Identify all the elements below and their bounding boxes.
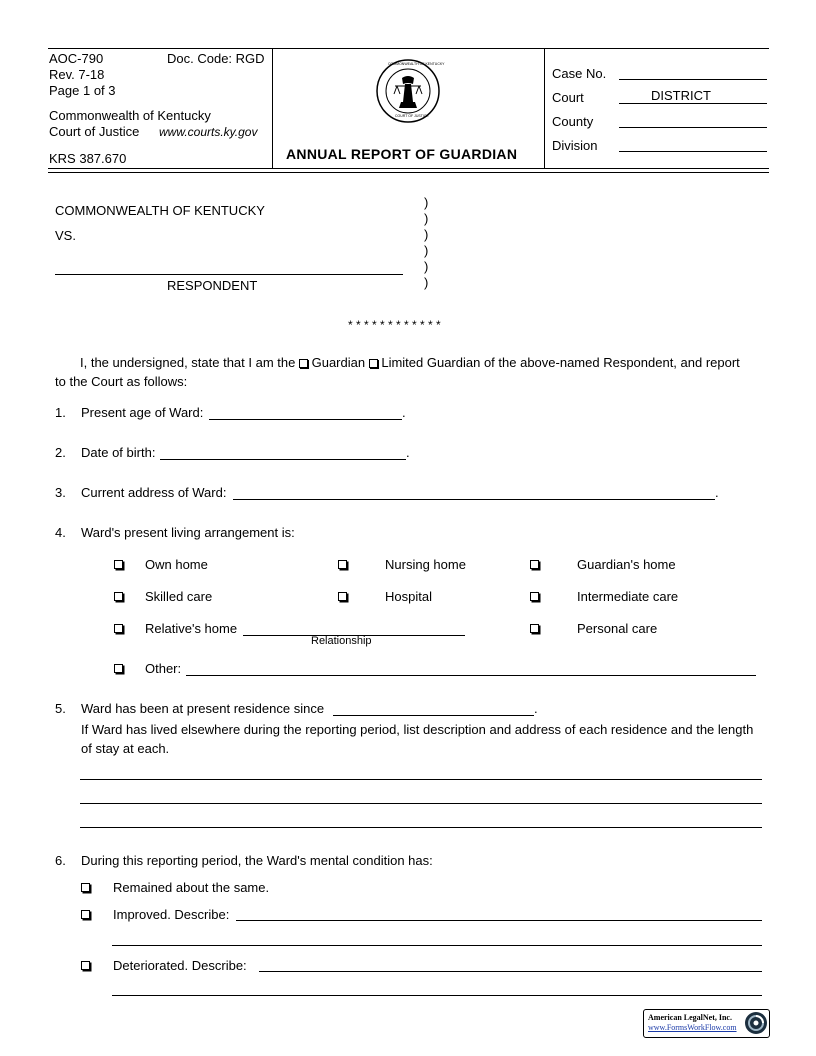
plaintiff-name: COMMONWEALTH OF KENTUCKY [55, 203, 265, 218]
legalnet-company: American LegalNet, Inc. [648, 1013, 732, 1022]
skilled-care-label: Skilled care [145, 589, 213, 604]
improved-label: Improved. Describe: [113, 907, 230, 922]
personal-care-checkbox[interactable] [530, 624, 539, 633]
paren-3: ) [424, 227, 429, 242]
item2-label: Date of birth: [81, 445, 156, 460]
court-value: DISTRICT [651, 88, 711, 103]
intermediate-care-label: Intermediate care [577, 589, 679, 604]
hospital-label: Hospital [385, 589, 432, 604]
header-bottom-rule [48, 168, 769, 169]
paren-5: ) [424, 259, 429, 274]
item1-label: Present age of Ward: [81, 405, 204, 420]
county-label: County [552, 114, 594, 129]
intermediate-care-checkbox[interactable] [530, 592, 539, 601]
guardians-home-checkbox[interactable] [530, 560, 539, 569]
improved-describe-line-2[interactable] [112, 945, 762, 946]
paren-1: ) [424, 195, 429, 210]
item5-period: . [534, 701, 538, 716]
item5-text1: If Ward has lived elsewhere during the reporting period, list description and address of each residence and the length [81, 722, 754, 737]
residence-since-field[interactable] [333, 701, 534, 716]
deteriorated-describe-field[interactable] [259, 957, 762, 972]
skilled-care-checkbox[interactable] [114, 592, 123, 601]
guardian-checkbox[interactable] [299, 359, 308, 368]
remained-same-label: Remained about the same. [113, 880, 270, 895]
guardians-home-label: Guardian's home [577, 557, 676, 572]
current-address-field[interactable] [233, 485, 715, 500]
nursing-home-label: Nursing home [385, 557, 466, 572]
revision: Rev. 7-18 [49, 67, 105, 82]
doc-code: Doc. Code: RGD [167, 51, 265, 66]
intro-line1 [80, 355, 740, 370]
paren-2: ) [424, 211, 429, 226]
ward-age-field[interactable] [209, 405, 402, 420]
relationship-field[interactable] [243, 621, 465, 636]
asterisk-separator: * * * * * * * * * * * * [348, 318, 441, 332]
limited-guardian-checkbox[interactable] [369, 359, 378, 368]
item5-text2: of stay at each. [81, 741, 170, 756]
statute: KRS 387.670 [49, 151, 127, 166]
form-title: ANNUAL REPORT OF GUARDIAN [286, 146, 518, 162]
improved-describe-field[interactable] [236, 906, 762, 921]
respondent-line[interactable] [55, 274, 403, 275]
case-no-label: Case No. [552, 66, 607, 81]
deteriorated-checkbox[interactable] [81, 961, 90, 970]
other-checkbox[interactable] [114, 664, 123, 673]
remained-same-checkbox[interactable] [81, 883, 90, 892]
item3-number: 3. [55, 485, 66, 500]
header-bottom-rule-double [48, 172, 769, 173]
item4-label: Ward's present living arrangement is: [81, 525, 295, 540]
nursing-home-checkbox[interactable] [338, 560, 347, 569]
form-number: AOC-790 [49, 51, 104, 66]
other-label: Other: [145, 661, 182, 676]
guardian-option: Guardian [311, 355, 366, 370]
item2-number: 2. [55, 445, 66, 460]
item6-label: During this reporting period, the Ward's mental condition has: [81, 853, 433, 868]
paren-4: ) [424, 243, 429, 258]
court-seal-icon [375, 58, 445, 124]
deteriorated-label: Deteriorated. Describe: [113, 958, 247, 973]
legalnet-logo[interactable] [643, 1009, 770, 1038]
seal-text-top: COMMONWEALTH OF KENTUCKY [388, 62, 445, 66]
date-of-birth-field[interactable] [160, 445, 406, 460]
item5-label: Ward has been at present residence since [81, 701, 325, 716]
legalnet-globe-icon [744, 1011, 768, 1035]
division-field[interactable] [619, 137, 767, 152]
org-line2: Court of Justice [49, 124, 140, 139]
own-home-checkbox[interactable] [114, 560, 123, 569]
org-line1: Commonwealth of Kentucky [49, 108, 211, 123]
deteriorated-describe-line-2[interactable] [112, 995, 762, 996]
item4-number: 4. [55, 525, 66, 540]
residence-history-line-2[interactable] [80, 803, 762, 804]
item3-label: Current address of Ward: [81, 485, 227, 500]
case-no-field[interactable] [619, 65, 767, 80]
paren-6: ) [424, 275, 429, 290]
hospital-checkbox[interactable] [338, 592, 347, 601]
item5-number: 5. [55, 701, 66, 716]
page-number: Page 1 of 3 [49, 83, 116, 98]
vs-label: VS. [55, 228, 76, 243]
county-field[interactable] [619, 113, 767, 128]
item3-period: . [715, 485, 719, 500]
other-field[interactable] [186, 661, 756, 676]
header-divider-right [544, 48, 545, 168]
court-label: Court [552, 90, 584, 105]
item1-number: 1. [55, 405, 66, 420]
item1-period: . [402, 405, 406, 420]
item2-period: . [406, 445, 410, 460]
division-label: Division [552, 138, 598, 153]
residence-history-line-3[interactable] [80, 827, 762, 828]
residence-history-line-1[interactable] [80, 779, 762, 780]
improved-checkbox[interactable] [81, 910, 90, 919]
item6-number: 6. [55, 853, 66, 868]
header-top-rule [48, 48, 769, 49]
website-link[interactable]: www.courts.ky.gov [159, 125, 258, 139]
relatives-home-label: Relative's home [145, 621, 238, 636]
intro-part1: I, the undersigned, state that I am the [80, 355, 296, 370]
own-home-label: Own home [145, 557, 208, 572]
relatives-home-checkbox[interactable] [114, 624, 123, 633]
relationship-label: Relationship [311, 635, 372, 647]
intro-line2: to the Court as follows: [55, 374, 188, 389]
seal-text-bottom: COURT OF JUSTICE [395, 114, 429, 118]
personal-care-label: Personal care [577, 621, 658, 636]
legalnet-url: www.FormsWorkFlow.com [648, 1023, 737, 1032]
respondent-label: RESPONDENT [167, 278, 258, 293]
header-divider-left [272, 48, 273, 168]
limited-guardian-option: Limited Guardian of the above-named Respondent, and report [381, 355, 740, 370]
